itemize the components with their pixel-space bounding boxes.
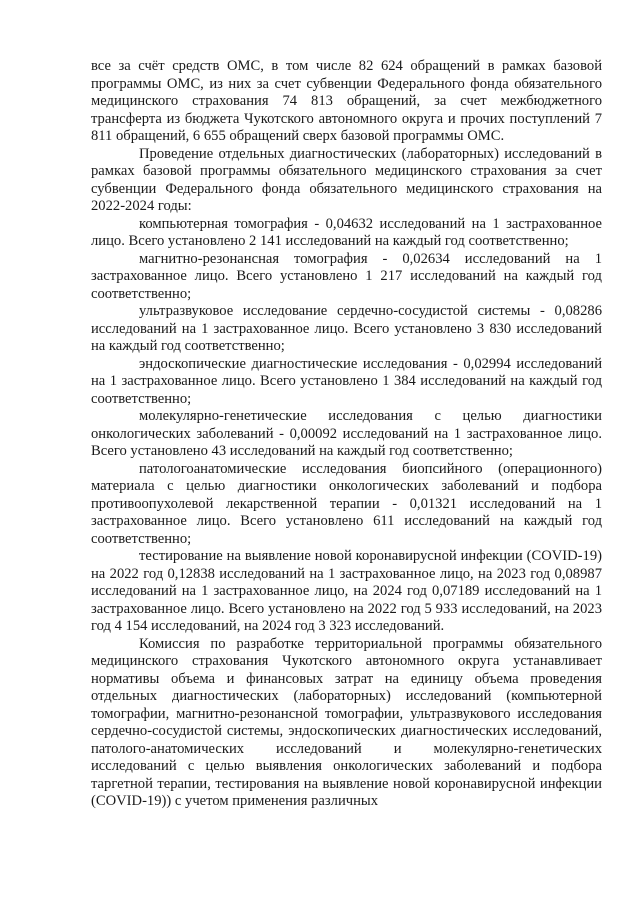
paragraph-oms-appeals: все за счёт средств ОМС, в том числе 82 624 обращений в рамках базовой программы ОМС, из них за счет субвенции Федерального фонда обязательного медицинского страхования 74 813 обращений, за счет межбюджетного трансферта из бюджета Чукотского автономного округа и прочих поступлений 7 811 обращений, 6 655 обращений сверх базовой программы ОМС.	[91, 58, 602, 144]
list-item-molecular-genetic: молекулярно-генетические исследования с целью диагностики онкологических заболеваний - 0,00092 исследований на 1 застрахованное лицо. Всего установлено 43 исследований на каждый год соответственно;	[91, 408, 602, 459]
list-item-ct: компьютерная томография - 0,04632 исследований на 1 застрахованное лицо. Всего установлено 2 141 исследований на каждый год соответственно;	[91, 215, 602, 249]
paragraph-diagnostics-intro: Проведение отдельных диагностических (лабораторных) исследований в рамках базовой программы обязательного медицинского страхования за счет субвенции Федерального фонда обязательного медицинского страхования на 2022-2024 годы:	[91, 145, 602, 214]
list-item-mri: магнитно-резонансная томография - 0,02634 исследований на 1 застрахованное лицо. Всего установлено 1 217 исследований на каждый год соответственно;	[91, 250, 602, 302]
paragraph-commission: Комиссия по разработке территориальной программы обязательного медицинского страхования Чукотского автономного округа устанавливает нормативы объема и финансовых затрат на единицу объема проведения отдельных диагностических (лабораторных) исследований (компьютерной томографии, магнитно-резонансной томографии, ультразвукового исследования сердечно-сосудистой системы, эндоскопических диагностических исследований, патолого-анатомических исследований и молекулярно-генетических исследований с целью выявления онкологических заболеваний и подбора таргетной терапии, тестирования на выявление новой коронавирусной инфекции (COVID-19)) с учетом применения различных	[91, 635, 602, 809]
document-body	[91, 58, 602, 811]
list-item-endoscopy: эндоскопические диагностические исследования - 0,02994 исследований на 1 застрахованное лицо. Всего установлено 1 384 исследований на каждый год соответственно;	[91, 355, 602, 407]
list-item-covid-testing: тестирование на выявление новой коронавирусной инфекции (COVID-19) на 2022 год 0,12838 исследований на 1 застрахованное лицо, на 2023 год 0,08987 исследований на 1 застрахованное лицо, на 2024 год 0,07189 исследований на 1 застрахованное лицо. Всего установлено на 2022 год 5 933 исследований, на 2023 год 4 154 исследований, на 2024 год 3 323 исследований.	[91, 548, 602, 634]
list-item-ultrasound: ультразвуковое исследование сердечно-сосудистой системы - 0,08286 исследований на 1 застрахованное лицо. Всего установлено 3 830 исследований на каждый год соответственно;	[91, 303, 602, 354]
list-item-pathology: патологоанатомические исследования биопсийного (операционного) материала с целью диагностики онкологических заболеваний и подбора противоопухолевой лекарственной терапии - 0,01321 исследований на 1 застрахованное лицо. Всего установлено 611 исследований на каждый год соответственно;	[91, 460, 602, 547]
